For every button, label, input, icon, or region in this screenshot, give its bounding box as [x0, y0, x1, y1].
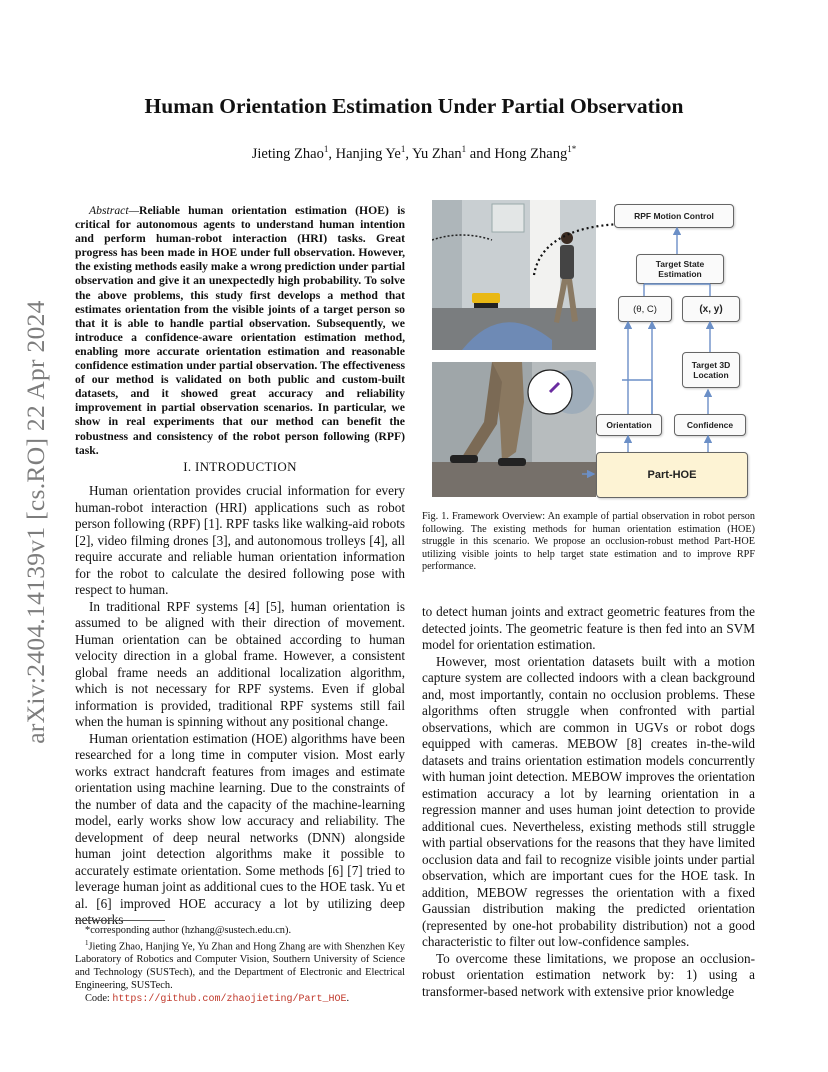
paragraph: Human orientation provides crucial information for every human-robot interaction (HRI) applications such as robot person following (RPF) [1]. RPF tasks like walking-aid robots [2], video filming drones [3], and autonomous trolleys [4], all require accurate and reliable human orientation information for the robot to calculate the desired following pose with respect to human. — [75, 483, 405, 597]
intro-right-column — [422, 604, 755, 1000]
paragraph: However, most orientation datasets built with a motion capture system are collected indoors with a clean background and, most importantly, contain no occlusion problems. These algorithms often struggle when confronted with partial observations, which are common in UGVs or robot dogs equipped with cameras. MEBOW [8] creates in-the-wild datasets and trains orientation estimation models concurrently with human joint detection. MEBOW improves the orientation estimation accuracy a lot by learning orientation in a regression manner and uses human joint detection to provide additional cues. Nevertheless, existing methods still struggle with partial observations for the reasons that they have limited occlusion data and fail to recognize visible joints under partial observation, which are important cues for the HOE task. In addition, MEBOW regresses the orientation with a fixed Gaussian distribution making the predicted orientation (represented by one-hot probability distribution) not a good characteristic to filter out low-confidence samples. — [422, 653, 755, 949]
caption-text: Fig. 1. Framework Overview: An example of partial observation in robot person following. The existing methods for human orientation estimation (HOE) struggle in this scenario. We propose an occlusion-robust method Part-HOE utilizing visible joints to help target state estimation and to improve RPF performance. — [422, 511, 755, 573]
section-heading: I. INTRODUCTION — [183, 459, 297, 474]
author-name: Hanjing Ye — [335, 145, 401, 162]
author-list: Jieting Zhao$^1$, Hanjing Ye$^1$, Yu Zhan$^1$ and Hong Zhang$^{1*}$ — [251, 144, 577, 162]
abstract — [75, 204, 405, 458]
abstract-text: Reliable human orientation estimation (HOE) is critical for autonomous agents to understand human intention and perform human-robot interaction (HRI) tasks. Great progress has been made in HOE under full observation. However, the existing methods easily make a wrong prediction under partial observation and give it an unexpectedly high probability. To solve the above problems, this study first develops a method that estimates orientation from the visible joints of a target person so that it is able to handle partial observation. Subsequently, we introduce a confidence-aware orientation estimation method, enabling more accurate orientation estimation and reasonable confidence estimation under partial observation. The effectiveness of our method is validated on both public and custom-built datasets, and it showed great accuracy and reliability improvement in partial observation scenarios. In particular, we show in real experiments that our method can benefit the robustness and consistency of the robot person following (RPF) task. — [75, 204, 405, 457]
abstract-label: Abstract— — [89, 204, 139, 217]
figure-1 — [432, 200, 750, 500]
orientation-box: Orientation — [596, 414, 662, 436]
author-name: Jieting Zhao — [251, 145, 324, 162]
author-name: Hong Zhang — [494, 145, 568, 162]
footnote-rule — [75, 920, 165, 921]
figure-caption — [422, 511, 755, 574]
part-hoe-box: Part-HOE — [596, 452, 748, 498]
code-link[interactable]: https://github.com/zhaojieting/Part_HOE — [112, 994, 347, 1006]
theta-c-box: (θ, C) — [618, 296, 672, 322]
paragraph: In traditional RPF systems [4] [5], human orientation is assumed to be aligned with their direction of movement. Human orientation can be obtained according to human velocity direction in a global frame. However, a consistent global frame needs an additional localization algorithm, which is not necessary for RPF systems. Even if global information is provided, traditional RPF systems still fail when the human is spinning without any positional change. — [75, 598, 405, 729]
footnote-affiliation: $^1$Jieting Zhao, Hanjing Ye, Yu Zhan and Hong Zhang are with Shenzhen Key Laboratory of Robotics and Computer Vision, Southern University of Science and Technology (SUSTech), and the Department of Electronic and Electrical Engineering, SUSTech. — [75, 939, 405, 992]
rpf-motion-control-box: RPF Motion Control — [614, 204, 734, 228]
paper-title: Human Orientation Estimation Under Partial Observation — [144, 94, 684, 118]
flow-arrows — [582, 200, 750, 500]
footnotes — [75, 920, 405, 1006]
footnote-corresponding: *corresponding author (hzhang@sustech.edu.cn). — [85, 925, 292, 936]
paragraph: To overcome these limitations, we propose an occlusion-robust orientation estimation network by: 1) using a transformer-based network with extensive prior knowledge — [422, 950, 755, 999]
arxiv-id: arXiv:2404.14139v1 [cs.RO] 22 Apr 2024 — [21, 300, 50, 744]
partial-observation-photo — [432, 362, 596, 497]
arxiv-stamp — [6, 282, 66, 762]
footnote-code: Code: https://github.com/zhaojieting/Part_HOE. — [85, 993, 350, 1006]
target-3d-box: Target 3D Location — [682, 352, 740, 388]
paragraph: to detect human joints and extract geometric features from the detected joints. The geometric feature is then fed into an SVM model for orientation estimation. — [422, 604, 755, 652]
target-state-box: Target State Estimation — [636, 254, 724, 284]
legs-scene-illustration — [432, 362, 596, 497]
paragraph: Human orientation estimation (HOE) algorithms have been researched for a long time in computer vision. Most early works extract handcraft features from images and estimate orientation using machine learning. Due to the constraints of the number of data and the capacity of the machine-learning model, early works show low accuracy and reliability. The development of deep neural networks (DNN) alongside human joint detection algorithms make it possible to accurately estimate orientation. Some methods [6] [7] tried to leverage human joint as additional cues to the HOE task. Yu et al. [6] improved HOE accuracy a lot by utilizing deep networks — [75, 730, 405, 927]
xy-box: (x, y) — [682, 296, 740, 322]
intro-left-column — [75, 483, 405, 929]
confidence-box: Confidence — [674, 414, 746, 436]
author-name: Yu Zhan — [412, 145, 462, 162]
